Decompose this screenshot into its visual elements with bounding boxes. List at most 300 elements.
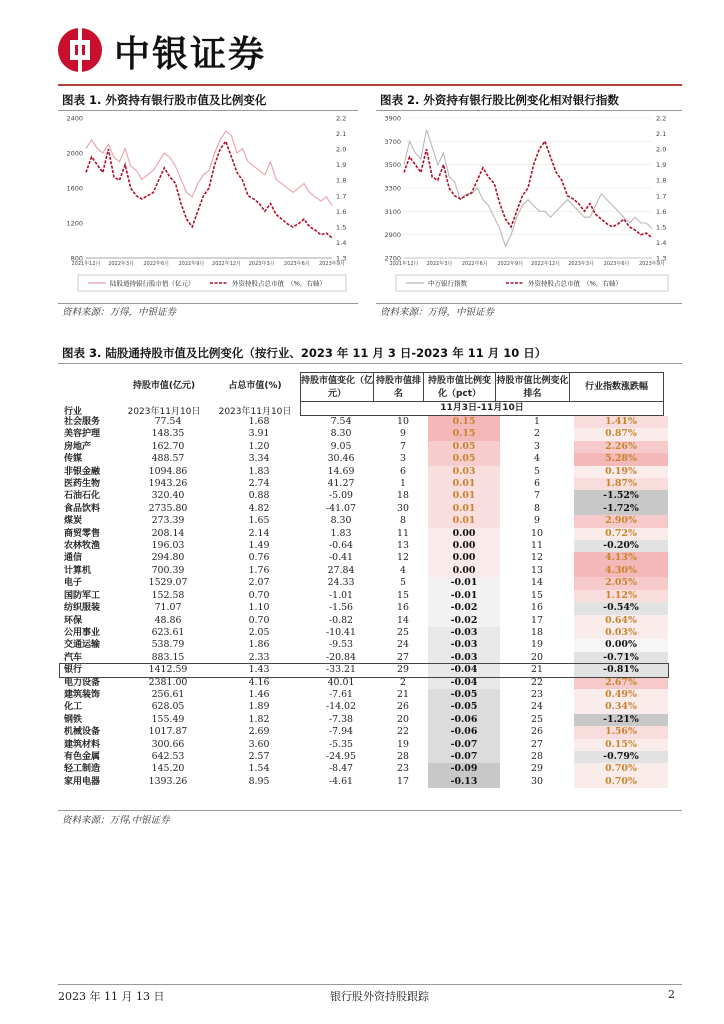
y-right-tick-label: 2.0 (336, 145, 347, 154)
table-row (60, 441, 668, 453)
cell-value-change: 9.05 (330, 440, 352, 452)
cell-pct-rank: 6 (534, 478, 540, 490)
fig1-source: 资料来源：万得，中银证券 (62, 307, 177, 318)
cell-value-change: -1.56 (328, 602, 354, 614)
fig2-title: 图表 2. 外资持有银行股比例变化相对银行指数 (380, 93, 619, 107)
cell-pct-change: 0.00 (428, 540, 500, 552)
cell-holding-value: 300.66 (151, 738, 185, 750)
cell-value-change: -33.21 (325, 664, 356, 676)
th-share-pct: 占总市值(%) (228, 381, 282, 391)
cell-value-change: 30.46 (327, 453, 355, 465)
cell-index-change: 4.13% (574, 552, 668, 564)
cell-value-rank: 5 (400, 577, 406, 589)
fig2-rule (376, 110, 682, 111)
cell-index-change: 0.70% (574, 763, 668, 775)
x-tick-label: 2022年6月 (461, 261, 488, 267)
cell-holding-value: 1412.59 (148, 664, 188, 676)
table-row (60, 739, 668, 751)
x-tick-label: 2022年3月 (426, 261, 453, 267)
y-left-tick-label: 1200 (66, 219, 83, 228)
fig3-source: 资料来源：万得,中银证券 (62, 815, 170, 826)
cell-share-pct: 1.68 (248, 416, 270, 427)
y-right-tick-label: 2.2 (656, 114, 667, 123)
series-line-1 (86, 141, 332, 238)
cell-value-rank: 17 (397, 775, 409, 787)
series-line-0 (86, 131, 332, 205)
industry-table (60, 416, 668, 788)
table-row (60, 652, 668, 664)
cell-pct-rank: 10 (531, 527, 543, 539)
cell-share-pct: 1.49 (248, 540, 270, 552)
cell-index-change: 0.34% (574, 701, 668, 713)
cell-value-rank: 7 (400, 440, 406, 452)
cell-industry: 传媒 (64, 454, 83, 465)
company-name: 中银证券 (114, 34, 267, 75)
table-row (60, 428, 668, 440)
cell-share-pct: 0.76 (248, 552, 270, 564)
legend-label: 外资持股占总市值 （%，右轴） (232, 279, 326, 288)
cell-pct-change: -0.07 (428, 739, 500, 751)
cell-pct-change: -0.03 (428, 639, 500, 651)
cell-value-rank: 9 (400, 428, 406, 440)
cell-pct-rank: 7 (534, 490, 540, 502)
cell-index-change: 1.56% (574, 726, 668, 738)
cell-pct-rank: 4 (534, 453, 540, 465)
cell-index-change: 0.64% (574, 615, 668, 627)
cell-value-rank: 1 (400, 478, 406, 490)
cell-value-change: -10.41 (325, 626, 356, 638)
cell-pct-change: -0.04 (428, 664, 500, 676)
cell-value-change: -0.64 (328, 540, 354, 552)
cell-value-rank: 19 (397, 738, 409, 750)
cell-pct-rank: 23 (531, 688, 543, 700)
table-row (60, 726, 668, 738)
cell-share-pct: 1.86 (248, 639, 270, 651)
table-row (60, 714, 668, 726)
cell-value-rank: 18 (397, 490, 409, 502)
cell-holding-value: 48.86 (154, 614, 182, 626)
cell-share-pct: 8.95 (248, 775, 270, 787)
y-left-tick-label: 3500 (384, 161, 401, 170)
cell-index-change: 2.90% (574, 515, 668, 527)
header-rule (58, 84, 682, 86)
cell-value-rank: 11 (397, 527, 409, 539)
cell-value-change: -5.09 (328, 490, 354, 502)
cell-industry: 电力设备 (64, 677, 101, 688)
cell-pct-change: -0.01 (428, 590, 500, 602)
cell-pct-rank: 17 (531, 614, 543, 626)
cell-pct-rank: 21 (531, 664, 543, 676)
cell-value-rank: 22 (397, 726, 409, 738)
cell-holding-value: 628.05 (151, 701, 185, 713)
cell-value-change: 1.83 (330, 527, 352, 539)
cell-pct-rank: 30 (531, 775, 543, 787)
cell-value-rank: 20 (397, 713, 409, 725)
y-left-tick-label: 1600 (66, 184, 83, 193)
x-tick-label: 2022年6月 (143, 261, 170, 267)
cell-industry: 交通运输 (64, 640, 101, 651)
cell-pct-rank: 14 (531, 577, 543, 589)
legend-label: 中万银行指数 (428, 279, 467, 288)
x-tick-label: 2021年12月 (71, 261, 101, 267)
cell-share-pct: 2.33 (248, 651, 270, 663)
cell-index-change: 5.28% (574, 453, 668, 465)
cell-value-change: 27.84 (327, 564, 355, 576)
cell-holding-value: 1094.86 (148, 465, 188, 477)
table-row (60, 602, 668, 614)
cell-holding-value: 148.35 (151, 428, 185, 440)
cell-pct-rank: 1 (534, 416, 540, 427)
cell-share-pct: 1.65 (248, 515, 270, 527)
y-right-tick-label: 1.8 (656, 176, 667, 185)
table-row (60, 639, 668, 651)
cell-share-pct: 3.34 (248, 453, 270, 465)
y-left-tick-label: 2400 (66, 114, 83, 123)
cell-pct-rank: 8 (534, 502, 540, 514)
table-header (60, 372, 680, 416)
cell-value-rank: 10 (397, 416, 409, 427)
legend-label: 外资持股占总市值 （%，右轴） (528, 279, 622, 288)
table-row (60, 763, 668, 775)
cell-value-rank: 16 (397, 602, 409, 614)
cell-value-rank: 12 (397, 552, 409, 564)
y-right-tick-label: 1.8 (336, 176, 347, 185)
cell-industry: 汽车 (64, 652, 83, 663)
cell-holding-value: 1943.26 (148, 478, 188, 490)
table-row (60, 627, 668, 639)
cell-pct-rank: 18 (531, 626, 543, 638)
fig1-title: 图表 1. 外资持有银行股市值及比例变化 (62, 93, 267, 107)
cell-share-pct: 0.70 (248, 614, 270, 626)
cell-pct-change: 0.15 (428, 416, 500, 428)
fig1-chart (60, 112, 360, 298)
th-value-rank: 持股市值排名 (374, 372, 424, 402)
y-right-tick-label: 1.9 (656, 161, 667, 170)
cell-value-change: -1.01 (328, 589, 354, 601)
cell-industry: 农林牧渔 (64, 541, 101, 552)
table-row (60, 552, 668, 564)
cell-pct-rank: 22 (531, 676, 543, 688)
cell-pct-rank: 11 (531, 540, 543, 552)
cell-pct-change: 0.01 (428, 503, 500, 515)
cell-pct-rank: 5 (534, 465, 540, 477)
cell-industry: 化工 (64, 702, 83, 713)
table-row (60, 416, 668, 428)
cell-pct-change: -0.05 (428, 689, 500, 701)
y-left-tick-label: 2000 (66, 149, 83, 158)
cell-pct-change: -0.01 (428, 577, 500, 589)
cell-holding-value: 155.49 (151, 713, 185, 725)
x-tick-label: 2022年9月 (178, 261, 205, 267)
cell-pct-change: -0.09 (428, 763, 500, 775)
th-date-2: 2023年11月10日 (218, 407, 292, 417)
cell-value-change: -24.95 (325, 750, 356, 762)
cell-share-pct: 4.16 (248, 676, 270, 688)
table-row (60, 528, 668, 540)
table-row (60, 664, 668, 676)
cell-industry: 美容护理 (64, 429, 101, 440)
cell-industry: 建筑材料 (64, 739, 101, 750)
x-tick-label: 2023年6月 (283, 261, 310, 267)
cell-industry: 银行 (64, 665, 83, 676)
logo-bar (78, 28, 82, 72)
cell-index-change: 4.30% (574, 565, 668, 577)
cell-index-change: 2.05% (574, 577, 668, 589)
cell-share-pct: 1.76 (248, 564, 270, 576)
cell-value-change: -5.35 (328, 738, 354, 750)
cell-pct-change: 0.00 (428, 552, 500, 564)
cell-share-pct: 0.88 (248, 490, 270, 502)
cell-index-change: 0.19% (574, 466, 668, 478)
x-tick-label: 2022年9月 (497, 261, 524, 267)
cell-holding-value: 320.40 (151, 490, 185, 502)
cell-index-change: -1.21% (574, 714, 668, 726)
cell-value-rank: 27 (397, 651, 409, 663)
cell-industry: 非银金融 (64, 466, 101, 477)
y-right-tick-label: 1.7 (336, 192, 347, 201)
cell-value-change: -41.07 (325, 502, 356, 514)
cell-holding-value: 256.61 (151, 688, 185, 700)
table-row (60, 701, 668, 713)
cell-value-rank: 13 (397, 540, 409, 552)
cell-pct-change: 0.03 (428, 466, 500, 478)
y-right-tick-label: 1.9 (336, 161, 347, 170)
table-row (60, 453, 668, 465)
cell-share-pct: 2.57 (248, 750, 270, 762)
cell-value-change: -7.38 (328, 713, 354, 725)
cell-industry: 电子 (64, 578, 83, 589)
cell-industry: 石油石化 (64, 491, 101, 502)
cell-holding-value: 2735.80 (148, 502, 188, 514)
cell-pct-change: 0.01 (428, 478, 500, 490)
cell-value-rank: 21 (397, 688, 409, 700)
y-right-tick-label: 2.1 (656, 130, 667, 139)
cell-share-pct: 0.70 (248, 589, 270, 601)
cell-value-change: 8.30 (330, 428, 352, 440)
y-left-tick-label: 3900 (384, 114, 401, 123)
cell-share-pct: 1.46 (248, 688, 270, 700)
cell-pct-rank: 28 (531, 750, 543, 762)
cell-industry: 国防军工 (64, 590, 101, 601)
cell-value-change: 8.30 (330, 515, 352, 527)
y-right-tick-label: 1.3 (336, 254, 347, 263)
cell-industry: 计算机 (64, 565, 92, 576)
cell-pct-rank: 12 (531, 552, 543, 564)
cell-holding-value: 162.70 (151, 440, 185, 452)
table-row (60, 503, 668, 515)
th-value-change: 持股市值变化（亿元） (300, 372, 374, 402)
cell-index-change: 0.15% (574, 739, 668, 751)
y-right-tick-label: 1.3 (656, 254, 667, 263)
cell-index-change: 1.87% (574, 478, 668, 490)
cell-share-pct: 1.54 (248, 763, 270, 775)
cell-share-pct: 1.10 (248, 602, 270, 614)
cell-industry: 社会服务 (64, 417, 101, 427)
cell-pct-rank: 26 (531, 726, 543, 738)
cell-value-change: -0.82 (328, 614, 354, 626)
cell-index-change: 0.49% (574, 689, 668, 701)
cell-pct-rank: 27 (531, 738, 543, 750)
fig3-rule (58, 363, 682, 364)
cell-pct-change: -0.03 (428, 627, 500, 639)
cell-value-rank: 24 (397, 639, 409, 651)
fig3-title: 图表 3. 陆股通持股市值及比例变化（按行业、2023 年 11 月 3 日-2023 年 11 月 10 日） (62, 346, 547, 360)
table-row (60, 540, 668, 552)
cell-holding-value: 488.57 (151, 453, 185, 465)
x-tick-label: 2023年3月 (248, 261, 275, 267)
cell-index-change: 0.03% (574, 627, 668, 639)
y-left-tick-label: 3100 (384, 207, 401, 216)
cell-value-change: -8.47 (328, 763, 354, 775)
cell-index-change: 2.67% (574, 677, 668, 689)
y-right-tick-label: 2.2 (336, 114, 347, 123)
cell-share-pct: 2.69 (248, 726, 270, 738)
cell-value-rank: 3 (400, 453, 406, 465)
cell-share-pct: 1.20 (248, 440, 270, 452)
cell-industry: 商贸零售 (64, 528, 101, 539)
y-left-tick-label: 800 (70, 254, 83, 263)
cell-industry: 环保 (64, 615, 83, 626)
series-line-1 (404, 141, 652, 238)
cell-pct-rank: 20 (531, 651, 543, 663)
cell-pct-rank: 3 (534, 440, 540, 452)
cell-share-pct: 3.60 (248, 738, 270, 750)
y-right-tick-label: 1.6 (336, 207, 347, 216)
table-row (60, 478, 668, 490)
cell-share-pct: 1.89 (248, 701, 270, 713)
cell-pct-change: -0.07 (428, 751, 500, 763)
page-number: 2 (668, 988, 675, 1001)
cell-holding-value: 71.07 (154, 602, 182, 614)
cell-value-change: 7.54 (330, 416, 352, 427)
y-right-tick-label: 1.5 (336, 223, 347, 232)
cell-industry: 有色金属 (64, 751, 101, 762)
y-left-tick-label: 2900 (384, 231, 401, 240)
cell-share-pct: 2.05 (248, 626, 270, 638)
cell-value-rank: 29 (397, 664, 409, 676)
cell-index-change: 0.70% (574, 776, 668, 788)
cell-holding-value: 642.53 (151, 750, 185, 762)
cell-value-rank: 4 (400, 564, 406, 576)
cell-holding-value: 883.15 (151, 651, 185, 663)
cell-industry: 轻工制造 (64, 764, 101, 775)
cell-value-change: 24.33 (327, 577, 355, 589)
cell-holding-value: 294.80 (151, 552, 185, 564)
cell-share-pct: 2.14 (248, 527, 270, 539)
cell-pct-rank: 2 (534, 428, 540, 440)
cell-holding-value: 623.61 (151, 626, 185, 638)
x-tick-label: 2022年3月 (108, 261, 135, 267)
table-row (60, 615, 668, 627)
y-left-tick-label: 3700 (384, 137, 401, 146)
cell-industry: 通信 (64, 553, 83, 564)
cell-value-rank: 23 (397, 763, 409, 775)
cell-share-pct: 1.83 (248, 465, 270, 477)
th-holding-value: 持股市值(亿元) (132, 381, 196, 391)
cell-industry: 纺织服装 (64, 603, 101, 614)
cell-holding-value: 208.14 (151, 527, 185, 539)
cell-value-change: -0.41 (328, 552, 354, 564)
th-index-change: 行业指数涨跌幅 (570, 372, 664, 402)
cell-pct-change: 0.05 (428, 441, 500, 453)
cell-pct-rank: 25 (531, 713, 543, 725)
cell-holding-value: 152.58 (151, 589, 185, 601)
cell-index-change: -1.72% (574, 503, 668, 515)
table-row (60, 466, 668, 478)
y-right-tick-label: 1.5 (656, 223, 667, 232)
cell-pct-change: 0.15 (428, 428, 500, 440)
cell-share-pct: 1.43 (248, 664, 270, 676)
y-right-tick-label: 1.4 (336, 238, 347, 247)
cell-value-change: 14.69 (327, 465, 355, 477)
th-industry: 行业 (64, 407, 83, 417)
cell-holding-value: 77.54 (154, 416, 182, 427)
cell-holding-value: 1529.07 (148, 577, 188, 589)
cell-pct-change: -0.13 (428, 776, 500, 788)
y-right-tick-label: 2.1 (336, 130, 347, 139)
cell-value-change: -7.61 (328, 688, 354, 700)
table-row (60, 677, 668, 689)
cell-index-change: 2.26% (574, 441, 668, 453)
y-right-tick-label: 1.7 (656, 192, 667, 201)
table-row (60, 565, 668, 577)
cell-industry: 公用事业 (64, 627, 101, 638)
cell-industry: 建筑装饰 (64, 689, 101, 700)
cell-share-pct: 4.82 (248, 502, 270, 514)
table-row (60, 515, 668, 527)
cell-industry: 医药生物 (64, 479, 101, 490)
th-period: 11月3日-11月10日 (300, 402, 664, 416)
cell-index-change: 0.00% (574, 639, 668, 651)
cell-pct-rank: 16 (531, 602, 543, 614)
x-tick-label: 2023年6月 (603, 261, 630, 267)
table-row (60, 776, 668, 788)
cell-value-rank: 6 (400, 465, 406, 477)
cell-pct-rank: 15 (531, 589, 543, 601)
legend-label: 陆股通持银行股市值（亿元） (110, 279, 195, 288)
th-pct-rank: 持股市值比例变化排名 (496, 372, 570, 402)
cell-pct-change: -0.05 (428, 701, 500, 713)
cell-holding-value: 1393.26 (148, 775, 188, 787)
cell-value-rank: 2 (400, 676, 406, 688)
footer-title: 银行股外资持股跟踪 (330, 990, 429, 1003)
y-left-tick-label: 3300 (384, 184, 401, 193)
fig2-source: 资料来源：万得，中银证券 (380, 307, 495, 318)
cell-holding-value: 145.20 (151, 763, 185, 775)
cell-pct-change: 0.05 (428, 453, 500, 465)
cell-holding-value: 273.39 (151, 515, 185, 527)
cell-industry: 煤炭 (64, 516, 83, 527)
y-right-tick-label: 1.6 (656, 207, 667, 216)
cell-pct-rank: 9 (534, 515, 540, 527)
cell-index-change: -1.52% (574, 490, 668, 502)
cell-value-change: 40.01 (327, 676, 355, 688)
cell-value-rank: 28 (397, 750, 409, 762)
cell-index-change: -0.71% (574, 652, 668, 664)
cell-pct-change: -0.02 (428, 602, 500, 614)
cell-holding-value: 538.79 (151, 639, 185, 651)
x-tick-label: 2023年9月 (639, 261, 665, 267)
x-tick-label: 2023年9月 (319, 261, 345, 267)
y-right-tick-label: 2.0 (656, 145, 667, 154)
cell-pct-change: 0.00 (428, 565, 500, 577)
fig1-rule (58, 110, 358, 111)
cell-value-rank: 8 (400, 515, 406, 527)
cell-pct-rank: 29 (531, 763, 543, 775)
cell-holding-value: 196.03 (151, 540, 185, 552)
cell-value-change: 41.27 (327, 478, 355, 490)
x-tick-label: 2021年12月 (389, 261, 419, 267)
